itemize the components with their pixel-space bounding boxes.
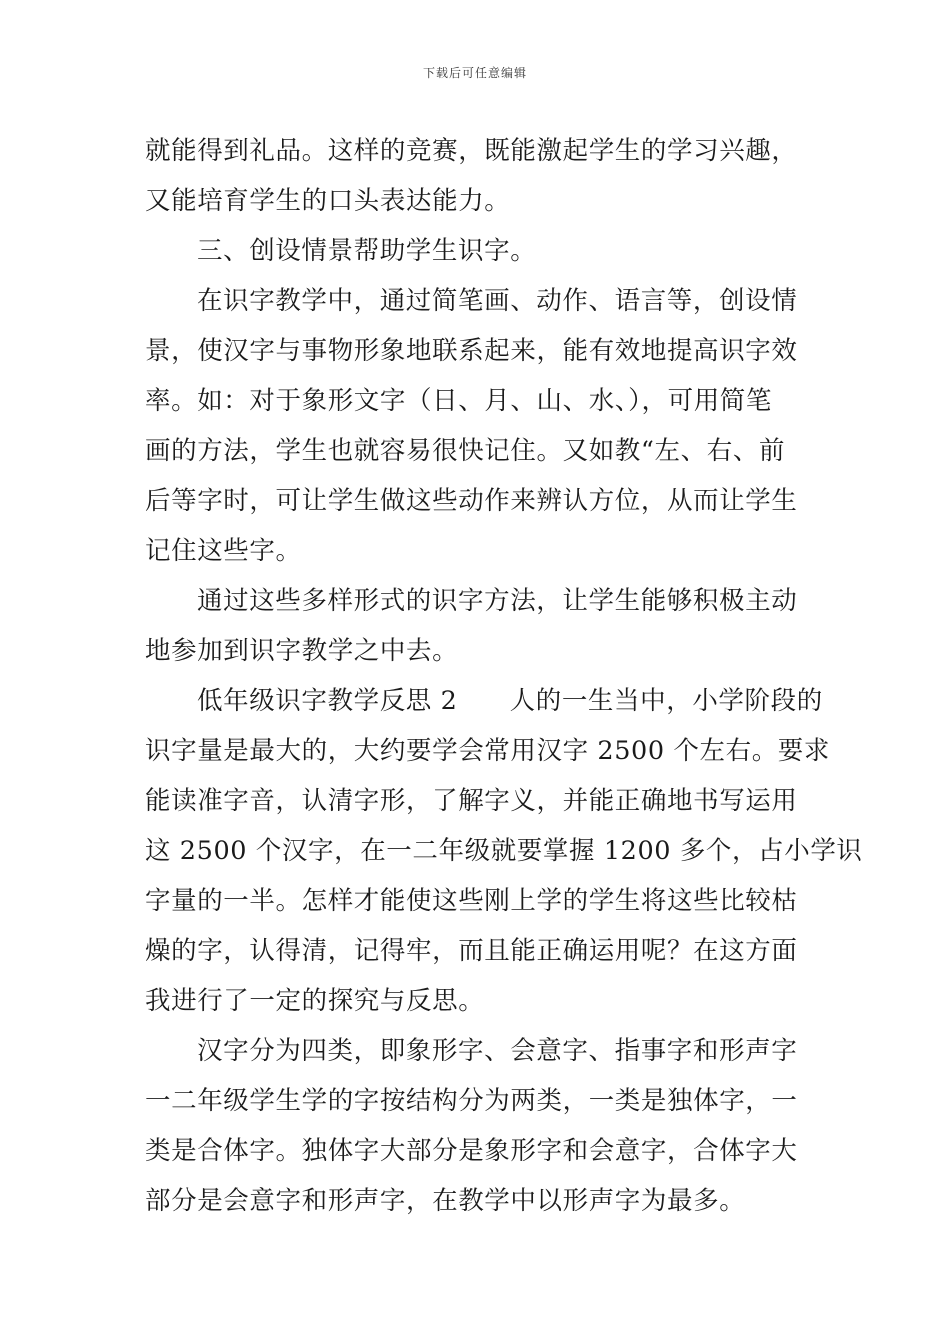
- text-line: 就能得到礼品。这样的竞赛，既能激起学生的学习兴趣，: [145, 136, 798, 166]
- text-line: 后等字时，可让学生做这些动作来辨认方位，从而让学生: [145, 486, 798, 516]
- text-line: 通过这些多样形式的识字方法，让学生能够积极主动: [197, 586, 798, 616]
- page-header: 下载后可任意编辑: [422, 66, 527, 80]
- text-line: 识字量是最大的，大约要学会常用汉字 2500 个左右。要求: [145, 736, 831, 766]
- text-line: 在识字教学中，通过简笔画、动作、语言等，创设情: [197, 286, 798, 316]
- text-line: 记住这些字。: [145, 536, 302, 566]
- text-line: 景，使汉字与事物形象地联系起来，能有效地提高识字效: [145, 336, 798, 366]
- paragraph: [145, 676, 863, 1026]
- text-line: 部分是会意字和形声字，在教学中以形声字为最多。: [145, 1186, 746, 1216]
- text-line: 类是合体字。独体字大部分是象形字和会意字，合体字大: [145, 1136, 798, 1166]
- paragraph: [145, 576, 807, 676]
- paragraph: [145, 126, 807, 226]
- text-line: 地参加到识字教学之中去。: [145, 636, 459, 666]
- text-line: 又能培育学生的口头表达能力。: [145, 186, 511, 216]
- text-line: 我进行了一定的探究与反思。: [145, 986, 485, 1016]
- text-line: 画的方法，学生也就容易很快记住。又如教“左、右、前: [145, 436, 786, 466]
- text-line: 燥的字，认得清，记得牢，而且能正确运用呢？在这方面: [145, 936, 798, 966]
- text-line: 低年级识字教学反思 2 人的一生当中，小学阶段的: [197, 686, 823, 716]
- text-line: 一二年级学生学的字按结构分为两类，一类是独体字，一: [145, 1086, 798, 1116]
- text-line: 字量的一半。怎样才能使这些刚上学的学生将这些比较枯: [145, 886, 798, 916]
- text-line: 汉字分为四类，即象形字、会意字、指事字和形声字: [197, 1036, 798, 1066]
- document-body: [145, 126, 863, 1226]
- section-heading: 三、创设情景帮助学生识字。: [197, 236, 537, 266]
- paragraph: [145, 276, 807, 576]
- paragraph: [145, 1026, 807, 1226]
- text-line: 这 2500 个汉字，在一二年级就要掌握 1200 多个，占小学识: [145, 836, 863, 866]
- text-line: 能读准字音，认清字形，了解字义，并能正确地书写运用: [145, 786, 798, 816]
- paragraph: [145, 226, 807, 276]
- text-line: 率。如：对于象形文字（日、月、山、水、），可用简笔: [145, 386, 773, 416]
